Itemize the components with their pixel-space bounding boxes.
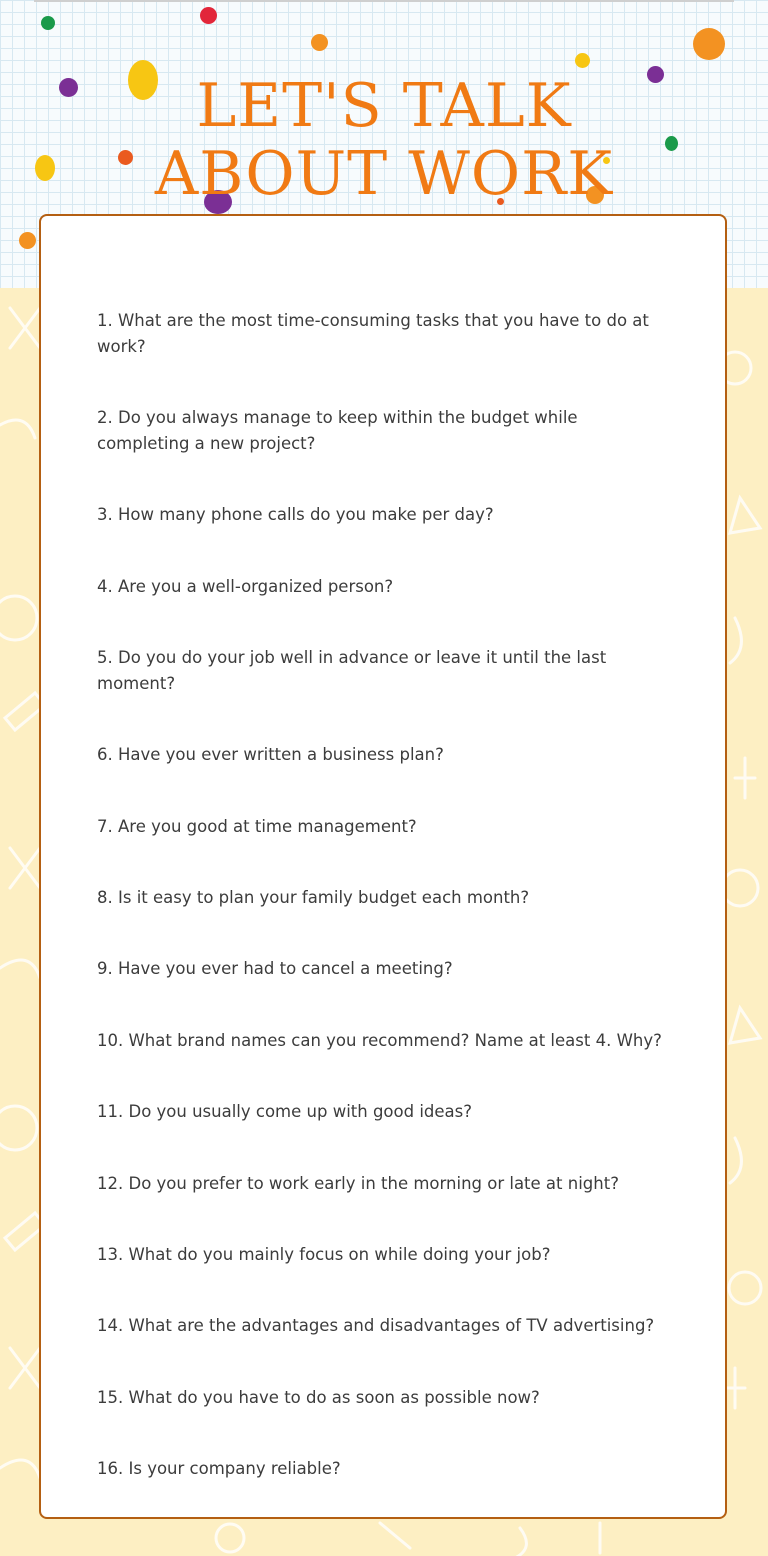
- question-item: 8. Is it easy to plan your family budget each month?: [97, 888, 530, 907]
- page-title: [0, 72, 768, 208]
- question-item: 14. What are the advantages and disadvantages of TV advertising?: [97, 1316, 655, 1335]
- question-item: 11. Do you usually come up with good ideas?: [97, 1102, 473, 1121]
- question-item: 10. What brand names can you recommend? Name at least 4. Why?: [97, 1031, 662, 1050]
- title-line-2: ABOUT WORK: [154, 139, 614, 209]
- question-item: 12. Do you prefer to work early in the morning or late at night?: [97, 1174, 619, 1193]
- question-item: 6. Have you ever written a business plan?: [97, 745, 444, 764]
- question-item: 5. Do you do your job well in advance or leave it until the last moment?: [97, 648, 607, 693]
- top-divider-line: [34, 0, 734, 2]
- question-item: 16. Is your company reliable?: [97, 1459, 341, 1478]
- questions-card: [39, 214, 727, 1519]
- question-item: 7. Are you good at time management?: [97, 817, 417, 836]
- question-item: 9. Have you ever had to cancel a meeting?: [97, 959, 453, 978]
- question-item: 15. What do you have to do as soon as possible now?: [97, 1388, 540, 1407]
- question-item: 1. What are the most time-consuming tasks that you have to do at work?: [97, 311, 649, 356]
- question-item: 13. What do you mainly focus on while doing your job?: [97, 1245, 551, 1264]
- title-line-1: LET'S TALK: [196, 71, 572, 141]
- question-item: 2. Do you always manage to keep within the budget while completing a new project?: [97, 408, 578, 453]
- question-item: 3. How many phone calls do you make per day?: [97, 505, 494, 524]
- question-item: 4. Are you a well-organized person?: [97, 577, 394, 596]
